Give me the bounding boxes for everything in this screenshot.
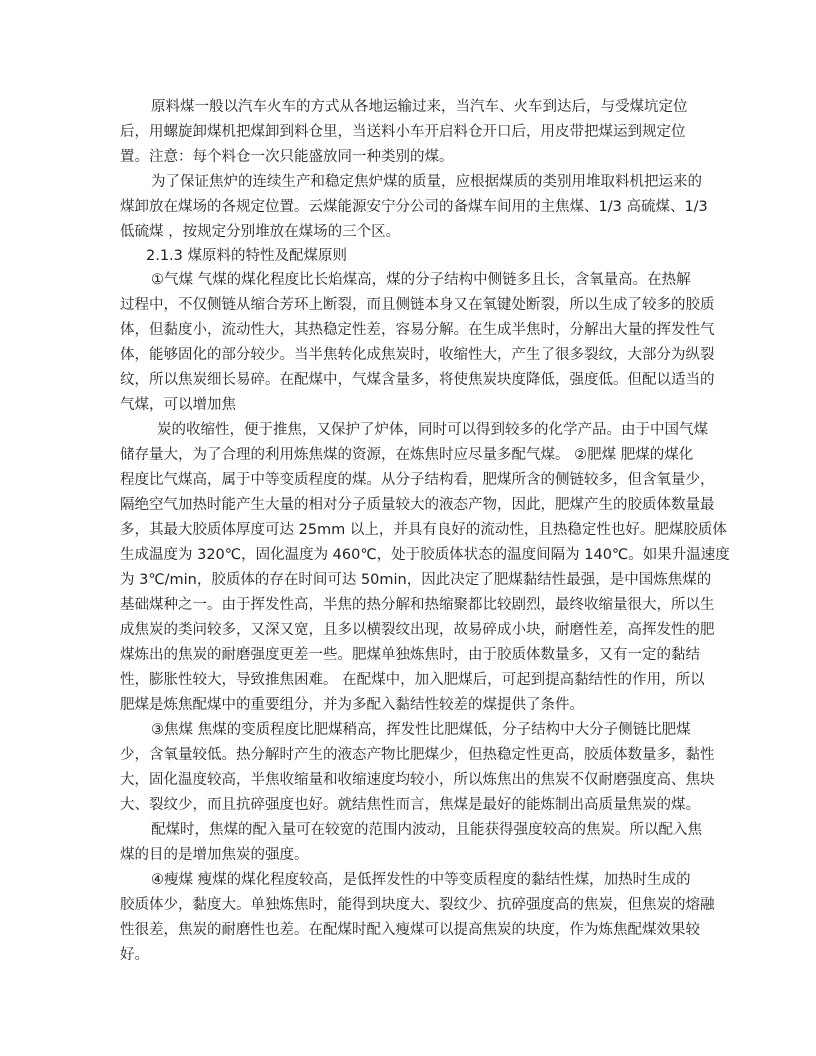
text-line: 煤炼出的焦炭的耐磨强度更差一些。肥煤单独炼焦时，由于胶质体数量多，又有一定的黏结 <box>120 647 700 663</box>
text-line: 肥煤是炼焦配煤中的重要组分，并为多配入黏结性较差的煤提供了条件。 <box>120 697 584 713</box>
text-line: 体，能够固化的部分较少。当半焦转化成焦炭时，收缩性大，产生了很多裂纹，大部分为纵裂 <box>120 347 715 363</box>
text-line: 配煤时，焦煤的配入量可在较宽的范围内波动，且能获得强度较高的焦炭。所以配入焦 <box>151 822 702 838</box>
text-line: ④瘦煤 瘦煤的煤化程度较高，是低挥发性的中等变质程度的黏结性煤，加热时生成的 <box>151 872 691 888</box>
text-line: 生成温度为 320℃，固化温度为 460℃，处于胶质体状态的温度间隔为 140℃。如果升温速度 <box>120 547 730 563</box>
text-line: 煤的目的是增加焦炭的强度。 <box>120 847 309 863</box>
text-line: ③焦煤 焦煤的变质程度比肥煤稍高，挥发性比肥煤低，分子结构中大分子侧链比肥煤 <box>151 722 691 738</box>
text-line: 胶质体少，黏度大。单独炼焦时，能得到块度大、裂纹少、抗碎强度高的焦炭，但焦炭的熔融 <box>120 897 715 913</box>
text-line: 过程中，不仅侧链从缩合芳环上断裂，而且侧链本身又在氧键处断裂，所以生成了较多的胶质 <box>120 297 715 313</box>
text-line: 大、裂纹少，而且抗碎强度也好。就结焦性而言，焦煤是最好的能炼制出高质量焦炭的煤。 <box>120 797 700 813</box>
text-line: 少，含氧量较低。热分解时产生的液态产物比肥煤少，但热稳定性更高，胶质体数量多，黏性 <box>120 747 715 763</box>
section-heading: 2.1.3 煤原料的特性及配煤原则 <box>146 248 348 264</box>
text-line: 煤卸放在煤场的各规定位置。云煤能源安宁分公司的备煤车间用的主焦煤、1/3 高硫煤、1/3 <box>120 199 708 215</box>
text-line: 纹，所以焦炭细长易碎。在配煤中，气煤含量多，将使焦炭块度降低，强度低。但配以适当的 <box>120 372 715 388</box>
text-line: 后，用螺旋卸煤机把煤卸到料仓里，当送料小车开启料仓开口后，用皮带把煤运到规定位 <box>120 124 686 140</box>
text-line: 原料煤一般以汽车火车的方式从各地运输过来，当汽车、火车到达后，与受煤坑定位 <box>151 99 688 115</box>
text-line: 成焦炭的类问较多，又深又宽，且多以横裂纹出现，故易碎成小块，耐磨性差，高挥发性的肥 <box>120 622 715 638</box>
text-line: 为 3℃/min，胶质体的存在时间可达 50min，因此决定了肥煤黏结性最强，是中国炼焦煤的 <box>120 572 712 588</box>
text-line: ①气煤 气煤的煤化程度比长焰煤高，煤的分子结构中侧链多且长，含氧量高。在热解 <box>151 272 691 288</box>
text-line: 置。注意：每个料仓一次只能盛放同一种类别的煤。 <box>120 149 454 165</box>
text-line: 程度比气煤高，属于中等变质程度的煤。从分子结构看，肥煤所含的侧链较多，但含氧量少， <box>120 472 715 488</box>
text-line: 多，其最大胶质体厚度可达 25mm 以上，并具有良好的流动性，且热稳定性也好。肥煤胶质体 <box>120 522 727 538</box>
text-line: 好。 <box>120 947 149 963</box>
text-line: 储存量大，为了合理的利用炼焦煤的资源，在炼焦时应尽量多配气煤。 ②肥煤 肥煤的煤化 <box>120 447 694 463</box>
text-line: 大，固化温度较高，半焦收缩量和收缩速度均较小，所以炼焦出的焦炭不仅耐磨强度高、焦块 <box>120 772 715 788</box>
text-line: 为了保证焦炉的连续生产和稳定焦炉煤的质量，应根据煤质的类别用堆取料机把运来的 <box>151 174 702 190</box>
text-line: 低硫煤 ，按规定分别堆放在煤场的三个区。 <box>120 224 401 240</box>
text-line: 气煤，可以增加焦 <box>120 397 236 413</box>
text-line: 性很差，焦炭的耐磨性也差。在配煤时配入瘦煤可以提高焦炭的块度，作为炼焦配煤效果较 <box>120 922 700 938</box>
text-line: 隔绝空气加热时能产生大量的相对分子质量较大的液态产物，因此，肥煤产生的胶质体数量最 <box>120 497 715 513</box>
text-line: 炭的收缩性，便于推焦，又保护了炉体，同时可以得到较多的化学产品。由于中国气煤 <box>157 422 708 438</box>
text-line: 性，膨胀性较大，导致推焦困难。 在配煤中，加入肥煤后，可起到提高黏结性的作用，所以 <box>120 672 705 688</box>
text-line: 基础煤种之一。由于挥发性高，半焦的热分解和热缩聚都比较剧烈，最终收缩量很大，所以生 <box>120 597 715 613</box>
text-line: 体，但黏度小，流动性大，其热稳定性差，容易分解。在生成半焦时，分解出大量的挥发性气 <box>120 322 715 338</box>
